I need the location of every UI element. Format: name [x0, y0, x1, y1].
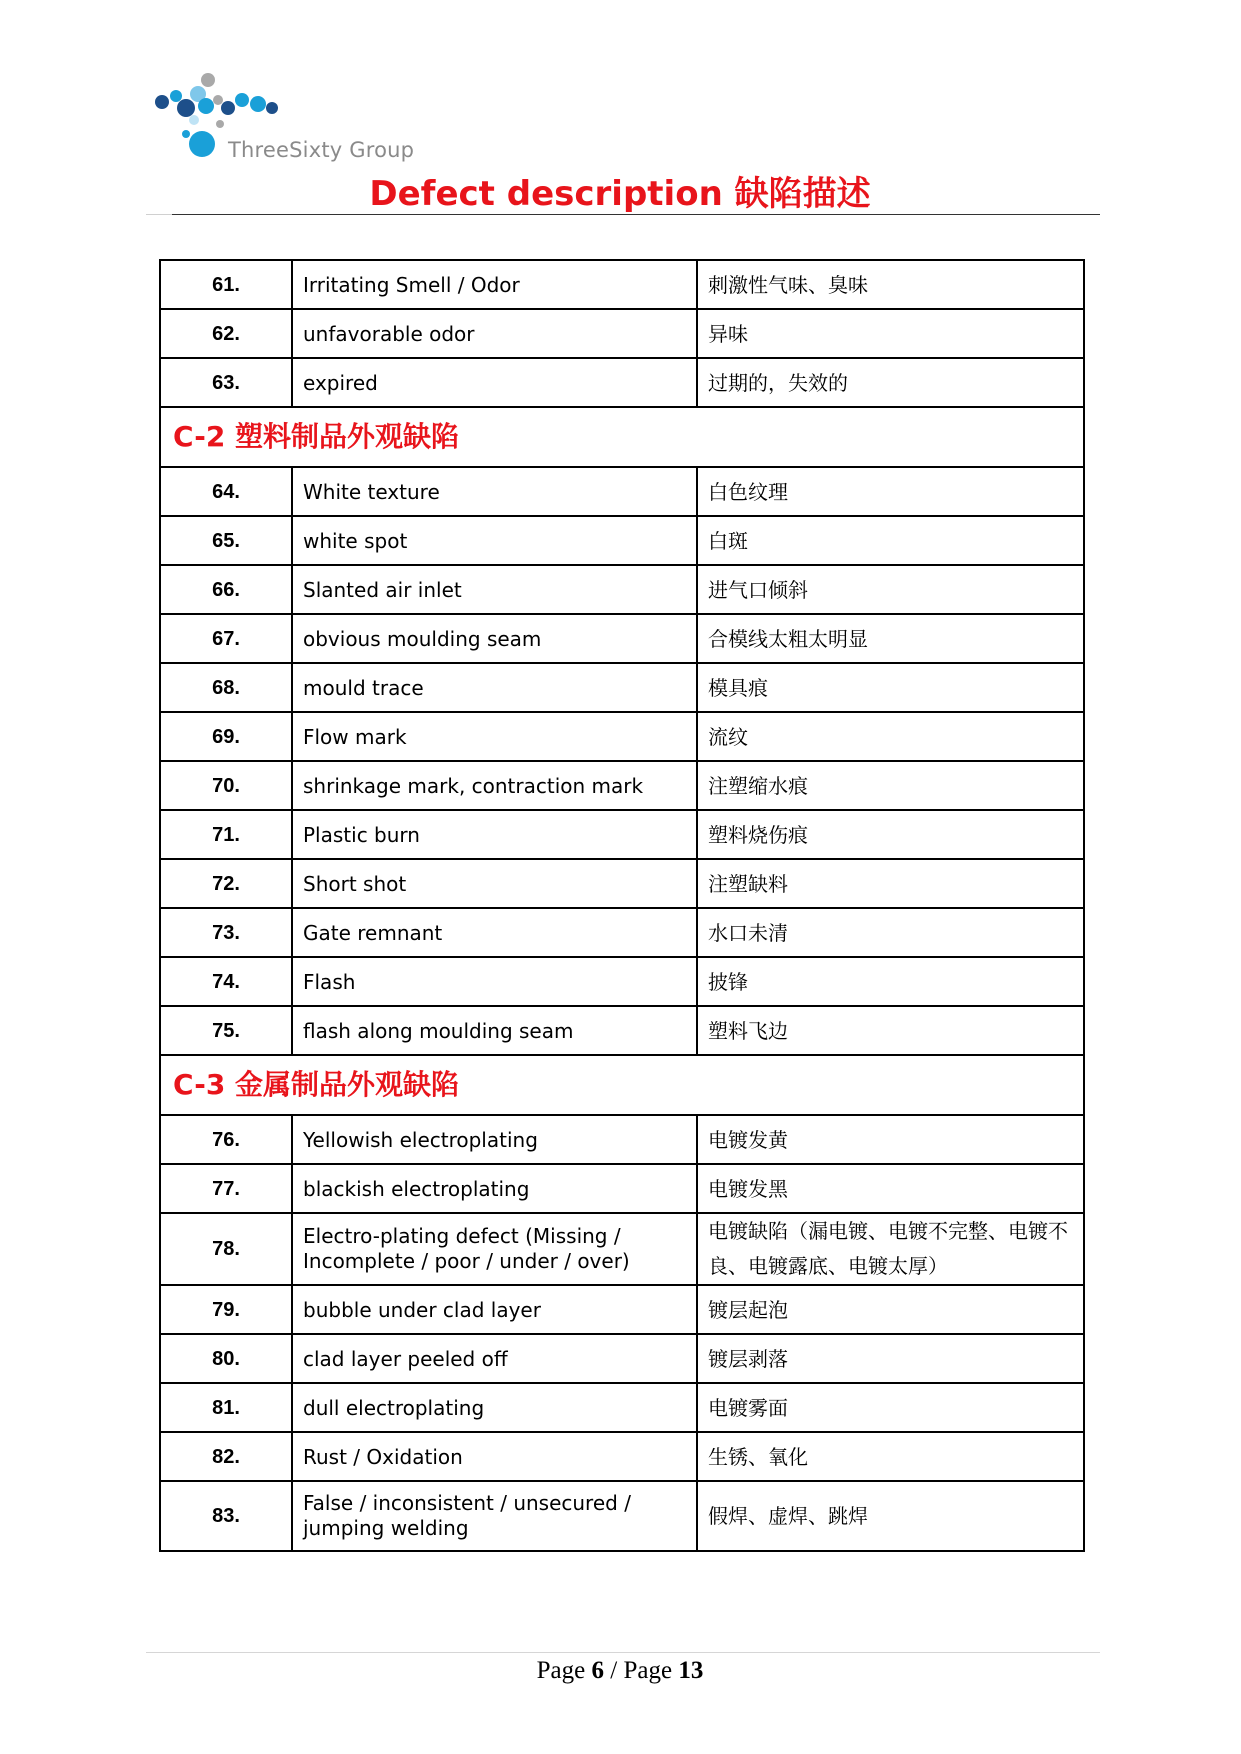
table-row [160, 1481, 1084, 1551]
chinese-term: 流纹 [697, 712, 1084, 761]
item-number: 63. [160, 358, 292, 407]
chinese-term: 模具痕 [697, 663, 1084, 712]
chinese-term: 生锈、氧化 [697, 1432, 1084, 1481]
defect-table [159, 259, 1085, 1552]
chinese-term: 注塑缺料 [697, 859, 1084, 908]
item-number: 75. [160, 1006, 292, 1055]
table-row [160, 1006, 1084, 1055]
footer-page-total: 13 [678, 1657, 704, 1684]
item-number: 69. [160, 712, 292, 761]
table-row [160, 1285, 1084, 1334]
chinese-term: 电镀雾面 [697, 1383, 1084, 1432]
english-term: Gate remnant [292, 908, 697, 957]
chinese-term: 电镀发黄 [697, 1115, 1084, 1164]
chinese-term: 过期的，失效的 [697, 358, 1084, 407]
english-term: White texture [292, 467, 697, 516]
chinese-term: 白色纹理 [697, 467, 1084, 516]
english-term: unfavorable odor [292, 309, 697, 358]
english-term: Irritating Smell / Odor [292, 260, 697, 309]
english-term: Electro-plating defect (Missing / Incomplete / poor / under / over) [292, 1213, 697, 1285]
table-row [160, 1213, 1084, 1285]
item-number: 62. [160, 309, 292, 358]
item-number: 71. [160, 810, 292, 859]
chinese-term: 异味 [697, 309, 1084, 358]
footer-page-current: 6 [591, 1657, 605, 1684]
english-term: Slanted air inlet [292, 565, 697, 614]
item-number: 66. [160, 565, 292, 614]
item-number: 78. [160, 1213, 292, 1285]
english-term: Yellowish electroplating [292, 1115, 697, 1164]
chinese-term: 刺激性气味、臭味 [697, 260, 1084, 309]
footer-separator: / [610, 1657, 618, 1684]
item-number: 68. [160, 663, 292, 712]
table-row [160, 810, 1084, 859]
logo-text: ThreeSixty Group [228, 138, 415, 162]
item-number: 74. [160, 957, 292, 1006]
document-title: Defect description 缺陷描述 [369, 174, 871, 214]
footer-page-label-2: Page [623, 1657, 673, 1684]
section-header-row [160, 407, 1084, 467]
english-term: Plastic burn [292, 810, 697, 859]
chinese-term: 电镀缺陷（漏电镀、电镀不完整、电镀不良、电镀露底、电镀太厚） [697, 1213, 1084, 1285]
chinese-term: 塑料飞边 [697, 1006, 1084, 1055]
chinese-term: 镀层剥落 [697, 1334, 1084, 1383]
table-row [160, 260, 1084, 309]
item-number: 65. [160, 516, 292, 565]
english-term: flash along moulding seam [292, 1006, 697, 1055]
item-number: 73. [160, 908, 292, 957]
chinese-term: 注塑缩水痕 [697, 761, 1084, 810]
item-number: 81. [160, 1383, 292, 1432]
english-term: Short shot [292, 859, 697, 908]
table-row [160, 1115, 1084, 1164]
table-row [160, 859, 1084, 908]
english-term: white spot [292, 516, 697, 565]
english-term: Rust / Oxidation [292, 1432, 697, 1481]
table-row [160, 1383, 1084, 1432]
chinese-term: 水口未清 [697, 908, 1084, 957]
table-row [160, 614, 1084, 663]
table-row [160, 761, 1084, 810]
english-term: Flow mark [292, 712, 697, 761]
english-term: dull electroplating [292, 1383, 697, 1432]
english-term: clad layer peeled off [292, 1334, 697, 1383]
header-divider [172, 214, 1100, 215]
section-header: C-2 塑料制品外观缺陷 [160, 407, 1084, 467]
page-footer [150, 1657, 1090, 1685]
table-row [160, 309, 1084, 358]
section-header: C-3 金属制品外观缺陷 [160, 1055, 1084, 1115]
english-term: mould trace [292, 663, 697, 712]
header-divider-faint [146, 214, 172, 215]
chinese-term: 假焊、虚焊、跳焊 [697, 1481, 1084, 1551]
footer-page-label: Page [536, 1657, 586, 1684]
table-row [160, 957, 1084, 1006]
chinese-term: 镀层起泡 [697, 1285, 1084, 1334]
item-number: 72. [160, 859, 292, 908]
item-number: 83. [160, 1481, 292, 1551]
chinese-term: 进气口倾斜 [697, 565, 1084, 614]
table-row [160, 1432, 1084, 1481]
chinese-term: 合模线太粗太明显 [697, 614, 1084, 663]
defect-table-body [160, 260, 1084, 1551]
table-row [160, 516, 1084, 565]
item-number: 82. [160, 1432, 292, 1481]
item-number: 61. [160, 260, 292, 309]
item-number: 79. [160, 1285, 292, 1334]
item-number: 80. [160, 1334, 292, 1383]
english-term: False / inconsistent / unsecured / jumping welding [292, 1481, 697, 1551]
item-number: 64. [160, 467, 292, 516]
section-header-row [160, 1055, 1084, 1115]
chinese-term: 塑料烧伤痕 [697, 810, 1084, 859]
table-row [160, 358, 1084, 407]
chinese-term: 白斑 [697, 516, 1084, 565]
table-row [160, 712, 1084, 761]
table-row [160, 565, 1084, 614]
table-row [160, 467, 1084, 516]
table-row [160, 908, 1084, 957]
table-row [160, 1164, 1084, 1213]
english-term: expired [292, 358, 697, 407]
item-number: 76. [160, 1115, 292, 1164]
english-term: Flash [292, 957, 697, 1006]
english-term: shrinkage mark, contraction mark [292, 761, 697, 810]
chinese-term: 披锋 [697, 957, 1084, 1006]
english-term: blackish electroplating [292, 1164, 697, 1213]
table-row [160, 1334, 1084, 1383]
table-row [160, 663, 1084, 712]
footer-divider [146, 1652, 1100, 1653]
english-term: bubble under clad layer [292, 1285, 697, 1334]
chinese-term: 电镀发黑 [697, 1164, 1084, 1213]
english-term: obvious moulding seam [292, 614, 697, 663]
item-number: 70. [160, 761, 292, 810]
item-number: 67. [160, 614, 292, 663]
item-number: 77. [160, 1164, 292, 1213]
